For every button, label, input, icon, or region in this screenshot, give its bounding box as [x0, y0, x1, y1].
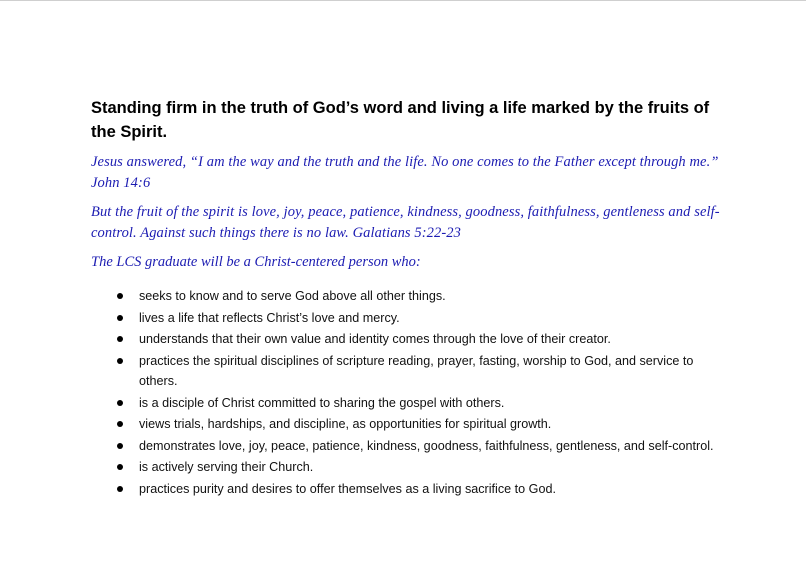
bullet-icon [117, 336, 123, 342]
bullet-icon [117, 358, 123, 364]
list-item-text: is actively serving their Church. [139, 460, 314, 474]
list-item-text: practices the spiritual disciplines of scripture reading, prayer, fasting, worship to God, and service to others. [139, 353, 694, 388]
page-top-border [0, 0, 806, 1]
list-item-text: demonstrates love, joy, peace, patience, kindness, goodness, faithfulness, gentleness, and self-control. [139, 438, 714, 453]
list-item-text: is a disciple of Christ committed to sharing the gospel with others. [139, 395, 505, 410]
bullet-icon [117, 486, 123, 492]
graduate-intro: The LCS graduate will be a Christ-centered person who: [91, 254, 421, 270]
bullet-icon [117, 293, 123, 299]
bullet-icon [117, 315, 123, 321]
list-item [91, 436, 731, 457]
bullet-icon [117, 400, 123, 406]
verse-galatians-5-22: But the fruit of the spirit is love, joy, peace, patience, kindness, goodness, faithfulness, gentleness and self-control. Against such things there is no law. Galatians 5:22-23 [91, 204, 720, 241]
document-page [91, 96, 731, 500]
graduate-traits-list [91, 286, 731, 499]
list-item [91, 414, 731, 435]
list-item-text: seeks to know and to serve God above all other things. [139, 289, 446, 303]
list-item [91, 479, 731, 500]
verse-john-14-6: Jesus answered, “I am the way and the truth and the life. No one comes to the Father except through me.” John 14:6 [91, 154, 719, 191]
list-item [91, 329, 731, 350]
bullet-icon [117, 443, 123, 449]
list-item-text: views trials, hardships, and discipline, as opportunities for spiritual growth. [139, 417, 552, 431]
list-item [91, 308, 731, 329]
list-item-text: understands that their own value and identity comes through the love of their creator. [139, 332, 611, 346]
list-item [91, 457, 731, 478]
bullet-icon [117, 464, 123, 470]
bullet-icon [117, 421, 123, 427]
list-item-text: practices purity and desires to offer themselves as a living sacrifice to God. [139, 481, 556, 496]
document-heading: Standing firm in the truth of God’s word and living a life marked by the fruits of the Spirit. [91, 99, 710, 141]
list-item [91, 351, 731, 392]
list-item-text: lives a life that reflects Christ’s love and mercy. [139, 310, 400, 325]
list-item [91, 393, 731, 414]
list-item [91, 286, 731, 307]
